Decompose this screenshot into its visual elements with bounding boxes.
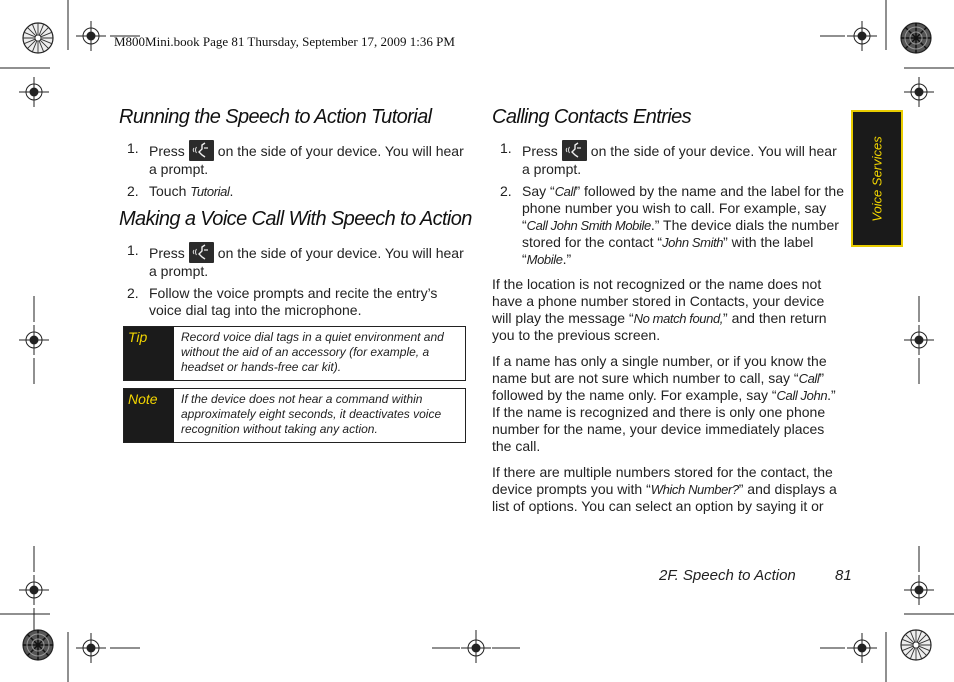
step-number: 1. <box>127 242 139 258</box>
step-number: 1. <box>127 140 139 156</box>
section-title-tutorial: Running the Speech to Action Tutorial <box>119 106 432 128</box>
contacts-step-2: 2. Say “Call” followed by the name and the label for the phone number you wish to call. For example, say “Call John Smith Mobile.” The device dials the number stored for the contact “John Smith” with the label “Mobile.” <box>500 183 844 267</box>
print-header: M800Mini.book Page 81 Thursday, September 17, 2009 1:36 PM <box>114 34 455 49</box>
speech-key-icon <box>562 140 587 161</box>
step-number: 2. <box>500 183 512 199</box>
step-number: 1. <box>500 140 512 156</box>
note-label: Note <box>124 389 174 442</box>
footer-page-number: 81 <box>835 567 852 584</box>
tip-label: Tip <box>124 327 174 380</box>
paragraph-single-number: If a name has only a single number, or if you know the name but are not sure which number to call, say “Call” followed by the name only. For example, say “Call John.” If the name is recognized and there is only one phone number for the name, your device immediately places the call. <box>492 353 836 454</box>
footer-section-name: 2F. Speech to Action <box>659 567 796 584</box>
step-number: 2. <box>127 183 139 199</box>
step-number: 2. <box>127 285 139 301</box>
section-title-calling-contacts: Calling Contacts Entries <box>492 106 692 128</box>
tutorial-step-2: 2. Touch Tutorial. <box>127 183 234 199</box>
step-text-pre: Press <box>149 143 185 159</box>
tip-callout <box>123 326 466 381</box>
side-tab-voice-services <box>851 110 903 247</box>
note-text: If the device does not hear a command within approximately eight seconds, it deactivates voice recognition without taking any action. <box>181 392 442 436</box>
step-text-post: on the side of your device. You will hear a prompt. <box>149 143 464 177</box>
tutorial-option: Tutorial <box>190 184 230 199</box>
voice-call-step-2: 2. Follow the voice prompts and recite the entry’s voice dial tag into the microphone. <box>127 285 438 318</box>
voice-call-step-1: 1. Press on the side of your device. You will hear a prompt. <box>127 242 464 279</box>
speech-key-icon <box>189 242 214 263</box>
paragraph-not-recognized: If the location is not recognized or the name does not have a phone number stored in Contacts, your device will play the message “No match found,” and then return you to the previous screen. <box>492 276 827 343</box>
side-tab-label: Voice Services <box>869 135 885 222</box>
tip-text: Record voice dial tags in a quiet environment and without the aid of an accessory (for example, a headset or hands-free car kit). <box>181 330 444 374</box>
tutorial-step-1 <box>127 140 472 176</box>
speech-key-icon <box>189 140 214 161</box>
note-callout <box>123 388 466 443</box>
paragraph-multiple-numbers: If there are multiple numbers stored for the contact, the device prompts you with “Which Number?” and displays a list of options. You can select an option by saying it or <box>492 464 837 514</box>
section-title-voice-call: Making a Voice Call With Speech to Action <box>119 208 472 230</box>
contacts-step-1: 1. Press on the side of your device. You will hear a prompt. <box>500 140 837 177</box>
